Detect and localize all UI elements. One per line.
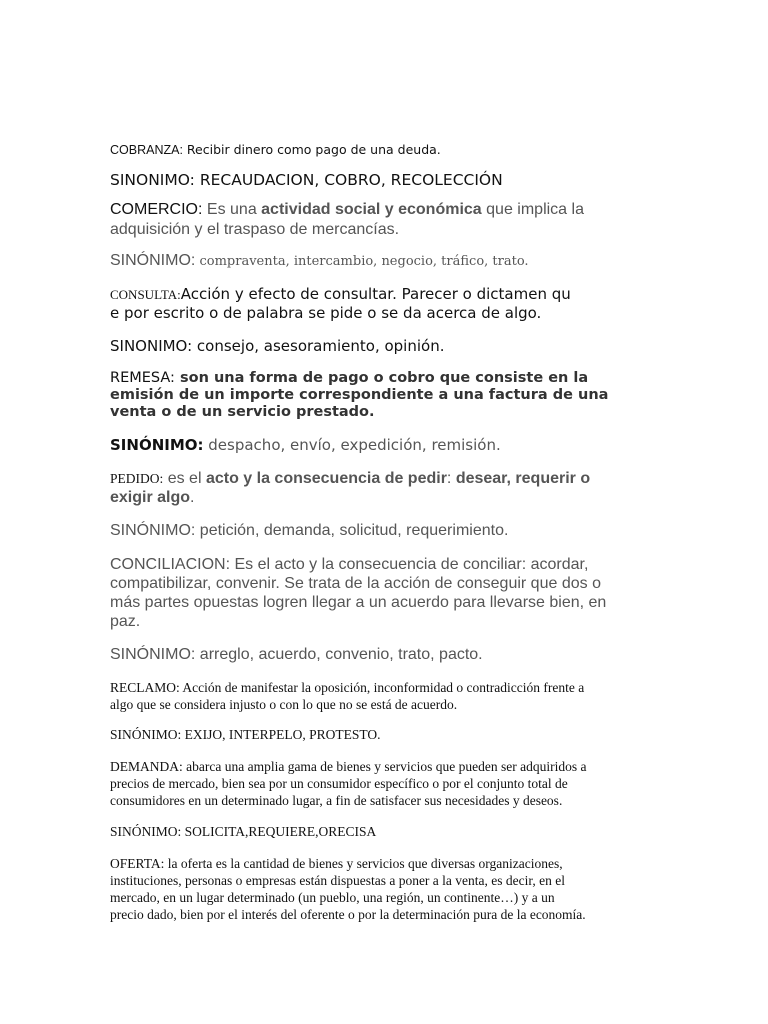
definition-comercio-line2: adquisición y el traspaso de mercancías.: [110, 221, 400, 238]
term-demanda: DEMANDA:: [110, 759, 183, 774]
synonym-label: SINONIMO:: [110, 171, 195, 189]
definition-pedido-c: :: [446, 470, 456, 487]
synonym-list: EXIJO, INTERPELO, PROTESTO.: [181, 727, 381, 742]
entry-consulta: [110, 285, 660, 322]
entry-demanda: [110, 758, 660, 809]
synonym-label: SINÓNIMO:: [110, 646, 196, 663]
definition-comercio-c: que implica la: [481, 201, 584, 218]
synonym-pedido: [110, 521, 660, 541]
entry-cobranza: [110, 142, 660, 158]
synonym-list: arreglo, acuerdo, convenio, trato, pacto.: [195, 646, 483, 663]
entry-remesa: [110, 370, 660, 421]
term-conciliacion: CONCILIACION:: [110, 556, 231, 573]
term-consulta: CONSULTA:: [110, 287, 181, 302]
definition-remesa-line1: son una forma de pago o cobro que consiste en la: [174, 370, 589, 386]
entry-reclamo: [110, 679, 660, 713]
definition-pedido-bold: acto y la consecuencia de pedir: [205, 470, 447, 487]
definition-comercio-a: Es una: [202, 201, 262, 218]
definition-remesa-line2: emisión de un importe correspondiente a una factura de una: [110, 387, 609, 403]
definition-consulta-line1: Acción y efecto de consultar. Parecer o dictamen qu: [180, 285, 571, 303]
definition-conciliacion-line1: Es el acto y la consecuencia de conciliar: acordar,: [230, 556, 589, 573]
definition-pedido-bold2: desear, requerir o: [455, 470, 591, 487]
definition-demanda-line2: precios de mercado, bien sea por un consumidor específico o por el conjunto total de: [110, 776, 568, 791]
synonym-list: petición, demanda, solicitud, requerimiento.: [195, 522, 509, 539]
definition-demanda-line1: abarca una amplia gama de bienes y servicios que pueden ser adquiridos a: [182, 759, 587, 774]
synonym-list: consejo, asesoramiento, opinión.: [192, 337, 445, 355]
synonym-list: compraventa, intercambio, negocio, tráfico, trato.: [195, 254, 529, 269]
synonym-label: SINÓNIMO:: [110, 522, 196, 539]
synonym-label: SINÓNIMO:: [110, 252, 196, 269]
definition-pedido-line2: exigir algo: [110, 489, 191, 506]
entry-comercio: [110, 200, 670, 240]
definition-pedido-a: es el: [163, 470, 206, 487]
synonym-list: RECAUDACION, COBRO, RECOLECCIÓN: [194, 171, 503, 189]
definition-oferta-line2: instituciones, personas o empresas están dispuestas a poner a la venta, es decir, en el: [110, 873, 565, 888]
definition-oferta-line4: precio dado, bien por el interés del oferente o por la determinación pura de la economía.: [110, 907, 586, 922]
synonym-conciliacion: [110, 645, 660, 665]
term-oferta: OFERTA:: [110, 856, 165, 871]
entry-pedido: [110, 469, 660, 507]
definition-reclamo-line1: Acción de manifestar la oposición, inconformidad o contradicción frente a: [179, 680, 585, 695]
synonym-remesa: [110, 435, 660, 455]
entry-conciliacion: [110, 555, 660, 631]
synonym-demanda: [110, 823, 660, 840]
term-remesa: REMESA:: [110, 370, 175, 386]
term-pedido: PEDIDO:: [110, 471, 164, 486]
term-comercio: COMERCIO:: [110, 201, 203, 218]
synonym-list: SOLICITA,REQUIERE,ORECISA: [181, 824, 377, 839]
definition-remesa-line3: venta o de un servicio prestado.: [110, 404, 375, 420]
synonym-label: SINÓNIMO:: [110, 436, 204, 454]
definition-cobranza: Recibir dinero como pago de una deuda.: [182, 142, 441, 157]
entry-oferta: [110, 855, 660, 923]
definition-oferta-line3: mercado, en un lugar determinado (un pueblo, una región, un continente…) y a un: [110, 890, 555, 905]
synonym-reclamo: [110, 726, 660, 743]
synonym-cobranza: [110, 170, 660, 190]
definition-oferta-line1: la oferta es la cantidad de bienes y servicios que diversas organizaciones,: [164, 856, 563, 871]
synonym-consulta: [110, 336, 660, 356]
synonym-label: SINÓNIMO:: [110, 824, 182, 839]
synonym-comercio: [110, 251, 660, 272]
definition-pedido-end: .: [190, 489, 195, 506]
definition-reclamo-line2: algo que se considera injusto o con lo que no se está de acuerdo.: [110, 697, 458, 712]
synonym-label: SINONIMO:: [110, 337, 193, 355]
definition-consulta-line2: e por escrito o de palabra se pide o se da acerca de algo.: [110, 304, 542, 322]
definition-demanda-line3: consumidores en un determinado lugar, a fin de satisfacer sus necesidades y deseos.: [110, 793, 563, 808]
synonym-label: SINÓNIMO:: [110, 727, 182, 742]
definition-conciliacion-line2: compatibilizar, convenir. Se trata de la acción de conseguir que dos o: [110, 575, 601, 592]
definition-comercio-bold: actividad social y económica: [261, 201, 482, 218]
definition-conciliacion-line4: paz.: [110, 613, 141, 630]
synonym-list: despacho, envío, expedición, remisión.: [203, 436, 501, 454]
term-reclamo: RECLAMO:: [110, 680, 180, 695]
term-cobranza: COBRANZA:: [110, 143, 183, 157]
definition-conciliacion-line3: más partes opuestas logren llegar a un acuerdo para llevarse bien, en: [110, 594, 607, 611]
